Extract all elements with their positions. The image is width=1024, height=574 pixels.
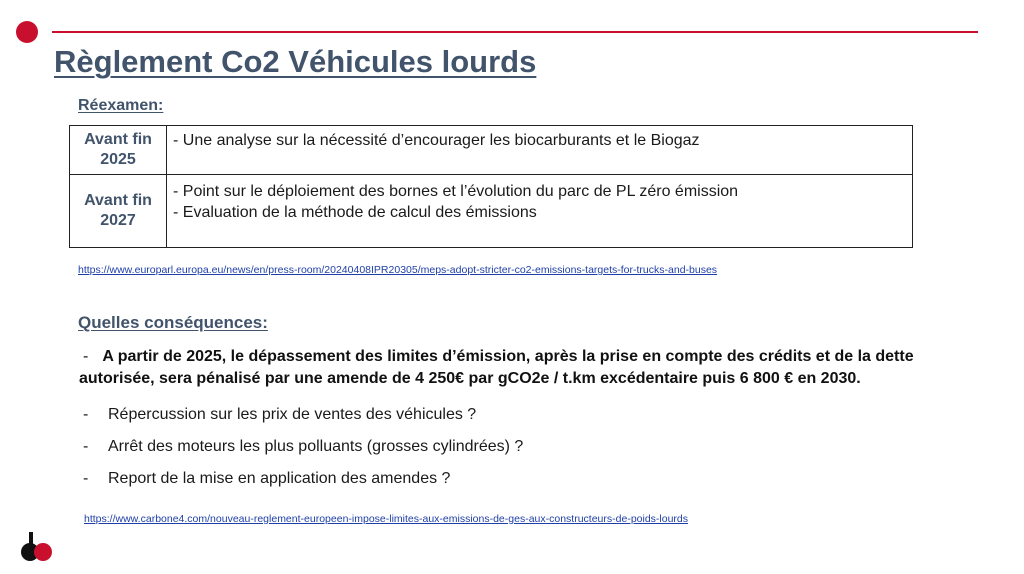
carbone4-source-link[interactable]: https://www.carbone4.com/nouveau-reglement-europeen-impose-limites-aux-emissions-de-ges-aux-constructeurs-de-poids-lourds (84, 513, 689, 525)
penalty-text: A partir de 2025, le dépassement des limites d’émission, après la prise en compte des crédits et de la dette autorisée, sera pénalisé par une amende de 4 250€ par gCO2e / t.km excédentaire puis 6 800 € en 2030. (79, 348, 914, 387)
list-item (83, 403, 523, 435)
header-divider (52, 31, 978, 33)
table-row (70, 126, 913, 175)
review-item: - Point sur le déploiement des bornes et l’évolution du parc de PL zéro émission (173, 183, 739, 200)
review-items-cell (167, 175, 913, 248)
table-row (70, 175, 913, 248)
list-item (83, 467, 523, 499)
deadline-year: 2025 (100, 151, 136, 168)
review-item: - Une analyse sur la nécessité d’encourager les biocarburants et le Biogaz (173, 132, 700, 149)
consequences-heading: Quelles conséquences: (78, 313, 268, 332)
list-item-text: Répercussion sur les prix de ventes des véhicules ? (108, 406, 477, 423)
review-item: - Evaluation de la méthode de calcul des émissions (173, 204, 537, 221)
reexamen-heading: Réexamen: (78, 97, 164, 114)
penalty-paragraph (79, 346, 959, 390)
consequences-list (83, 403, 523, 499)
brand-logo-icon (19, 532, 53, 562)
list-item-text: Report de la mise en application des amendes ? (108, 470, 451, 487)
list-item-text: Arrêt des moteurs les plus polluants (grosses cylindrées) ? (108, 438, 524, 455)
deadline-cell (70, 175, 167, 248)
bullet-dash: - (83, 438, 89, 455)
deadline-cell (70, 126, 167, 175)
bullet-dash: - (83, 348, 89, 365)
red-dot-icon (16, 21, 38, 43)
bullet-dash: - (83, 470, 89, 487)
bullet-dash: - (83, 406, 89, 423)
deadline-label: Avant fin (84, 192, 152, 209)
deadline-year: 2027 (100, 212, 136, 229)
reexamen-table (69, 125, 913, 248)
list-item (83, 435, 523, 467)
deadline-label: Avant fin (84, 131, 152, 148)
page-title: Règlement Co2 Véhicules lourds (54, 44, 537, 79)
review-items-cell (167, 126, 913, 175)
europarl-source-link[interactable]: https://www.europarl.europa.eu/news/en/press-room/20240408IPR20305/meps-adopt-stricter-co2-emissions-targets-for-trucks-and-buses (78, 264, 718, 276)
